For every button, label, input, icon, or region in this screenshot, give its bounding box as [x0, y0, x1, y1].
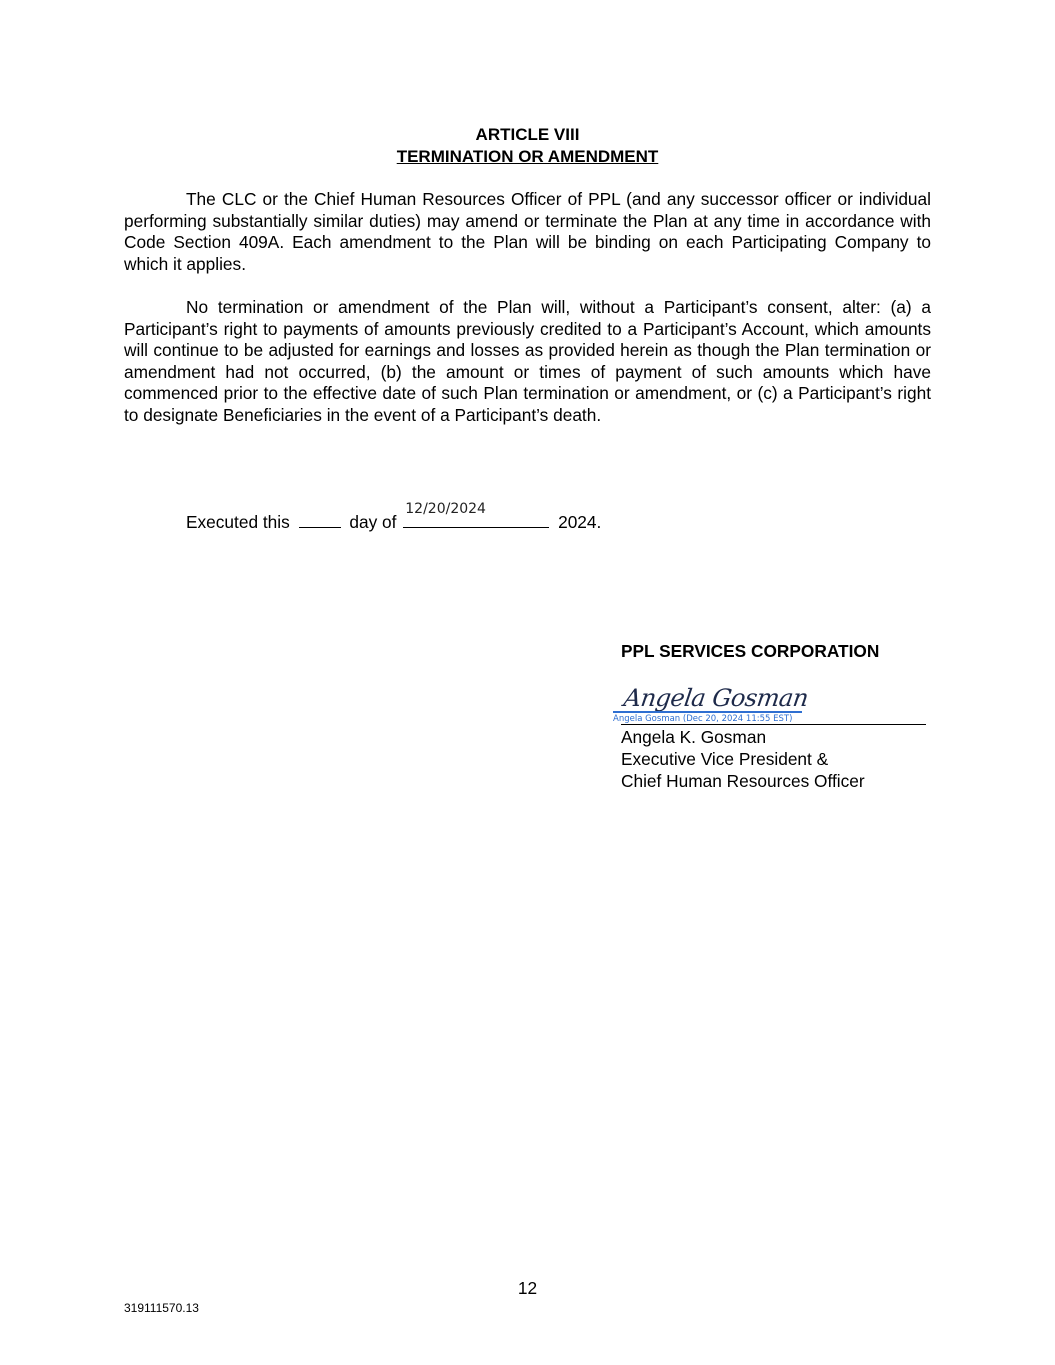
esignature-caption: Angela Gosman (Dec 20, 2024 11:55 EST) — [613, 714, 793, 724]
company-name: PPL SERVICES CORPORATION — [621, 641, 880, 661]
signer-title-line-2: Chief Human Resources Officer — [621, 770, 865, 791]
article-title-text: TERMINATION OR AMENDMENT — [396, 147, 659, 166]
month-blank — [403, 501, 549, 528]
article-title — [0, 146, 1055, 168]
execution-middle: day of — [349, 512, 397, 532]
execution-prefix: Executed this — [186, 512, 290, 532]
filled-date: 12/20/2024 — [405, 501, 486, 517]
article-number: ARTICLE VIII — [475, 125, 580, 144]
signer-name: Angela K. Gosman — [621, 727, 767, 747]
signature-image: Angela Gosman — [622, 684, 810, 712]
execution-year: 2024. — [558, 512, 602, 532]
signer-title-line-1: Executive Vice President & — [621, 748, 829, 769]
paragraph-amend: The CLC or the Chief Human Resources Officer of PPL (and any successor officer or individual performing substantially similar duties) may amend or terminate the Plan at any time in accordance with Code Section 409A. Each amendment to the Plan will be binding on each Participating Company to which it applies. — [124, 189, 931, 274]
day-blank — [299, 511, 341, 528]
paragraph-no-termination: No termination or amendment of the Plan will, without a Participant’s consent, alter: (a) a Participant’s right to payments of amounts previously credited to a Participant’s Account, which amounts will continue to be adjusted for earnings and losses as provided herein as though the Plan termination or amendment had not occurred, (b) the amount or times of payment of such amounts which have commenced prior to the effective date of such Plan termination or amendment, or (c) a Participant’s right to designate Beneficiaries in the event of a Participant’s death. — [124, 297, 931, 425]
execution-line — [186, 501, 602, 534]
document-id: 319111570.13 — [124, 1301, 199, 1315]
signer-block — [621, 727, 865, 792]
esignature-underline — [613, 711, 802, 713]
signature-line — [621, 724, 926, 725]
page-number: 12 — [517, 1278, 538, 1298]
